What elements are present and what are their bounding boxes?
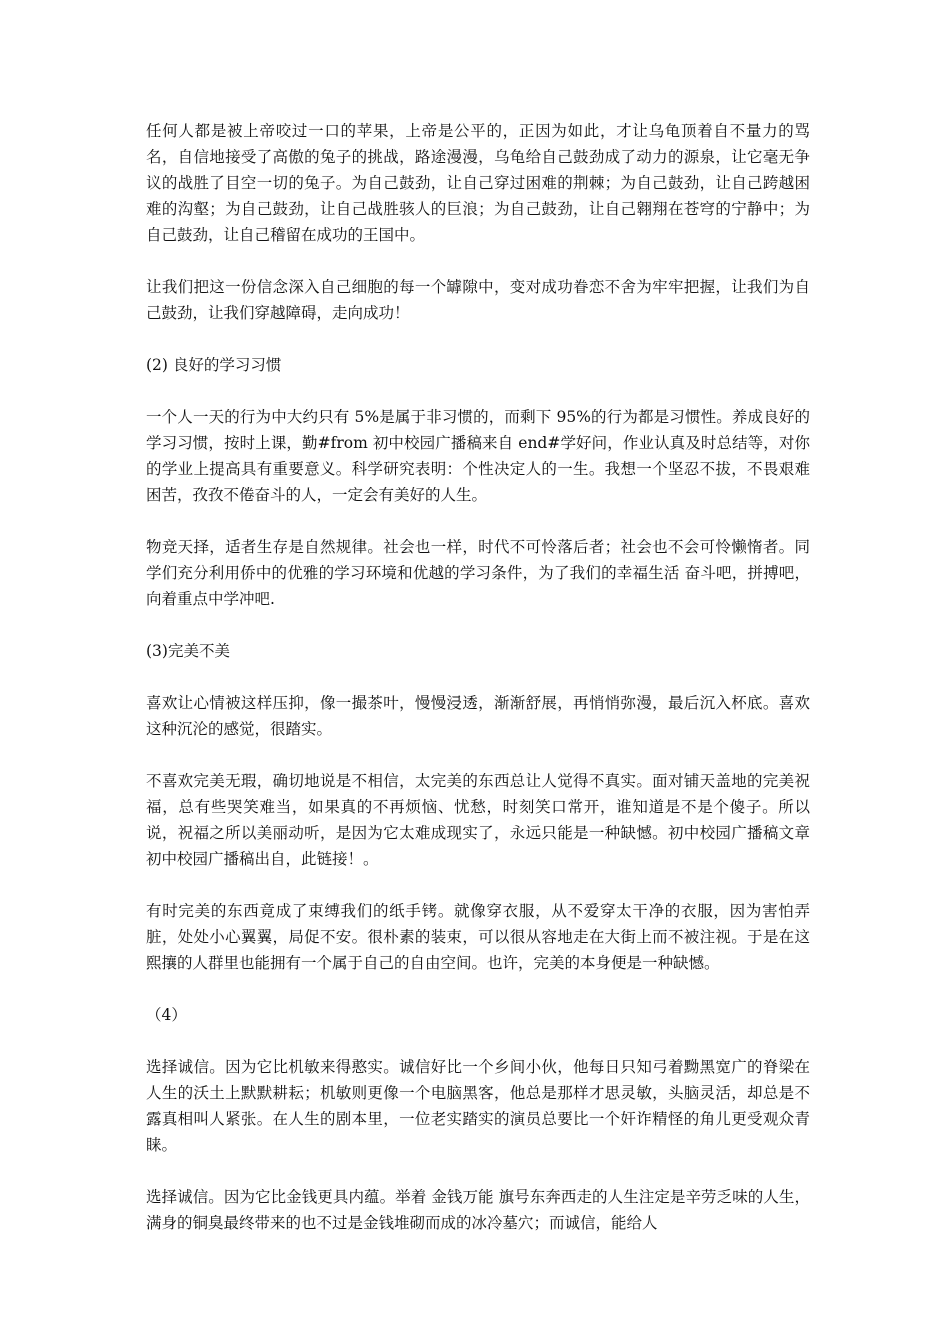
paragraph-7: 有时完美的东西竟成了束缚我们的纸手铐。就像穿衣服，从不爱穿太干净的衣服，因为害怕弄脏，处处小心翼翼，局促不安。很朴素的装束，可以很从容地走在大街上而不被注视。于是在这熙攘的人群里也能拥有一个属于自己的自由空间。也许，完美的本身便是一种缺憾。 [146,902,810,972]
paragraph-5: 喜欢让心情被这样压抑，像一撮茶叶，慢慢浸透，渐渐舒展，再悄悄弥漫，最后沉入杯底。喜欢这种沉沦的感觉，很踏实。 [146,694,810,738]
paragraph-3: 一个人一天的行为中大约只有 5%是属于非习惯的，而剩下 95%的行为都是习惯性。养成良好的学习习惯，按时上课，勤#from 初中校园广播稿来自 end#学好问，作业认真及时总结等，对你的学业上提高具有重要意义。科学研究表明：个性决定人的一生。我想一个坚忍不拔，不畏艰难困苦，孜孜不倦奋斗的人，一定会有美好的人生。 [146,408,810,504]
document-body [146,118,810,1262]
paragraph-4: 物竞天择，适者生存是自然规律。社会也一样，时代不可怜落后者；社会也不会可怜懒惰者。同学们充分利用侨中的优雅的学习环境和优越的学习条件，为了我们的幸福生活 奋斗吧，拼搏吧，向着重点中学冲吧. [146,538,810,608]
section-heading-3: (3)完美不美 [146,642,230,660]
paragraph-2: 让我们把这一份信念深入自己细胞的每一个罅隙中，变对成功眷恋不舍为牢牢把握，让我们为自己鼓劲，让我们穿越障碍，走向成功！ [146,278,810,322]
paragraph-1: 任何人都是被上帝咬过一口的苹果，上帝是公平的，正因为如此，才让乌龟顶着自不量力的骂名，自信地接受了高傲的兔子的挑战，路途漫漫，乌龟给自己鼓劲成了动力的源泉，让它毫无争议的战胜了目空一切的兔子。为自己鼓劲，让自己穿过困难的荆棘；为自己鼓劲，让自己跨越困难的沟壑；为自己鼓劲，让自己战胜骇人的巨浪；为自己鼓劲，让自己翱翔在苍穹的宁静中；为自己鼓劲，让自己稽留在成功的王国中。 [146,122,810,244]
section-heading-4: （4） [146,1006,187,1024]
section-heading-2: (2) 良好的学习习惯 [146,356,282,374]
paragraph-8: 选择诚信。因为它比机敏来得憨实。诚信好比一个乡间小伙，他每日只知弓着黝黑宽广的脊梁在人生的沃土上默默耕耘；机敏则更像一个电脑黑客，他总是那样才思灵敏，头脑灵活，却总是不露真相叫人紧张。在人生的剧本里，一位老实踏实的演员总要比一个奸诈精怪的角儿更受观众青睐。 [146,1058,810,1154]
paragraph-9: 选择诚信。因为它比金钱更具内蕴。举着 金钱万能 旗号东奔西走的人生注定是辛劳乏味的人生，满身的铜臭最终带来的也不过是金钱堆砌而成的冰冷墓穴；而诚信，能给人 [146,1188,810,1232]
paragraph-6: 不喜欢完美无瑕，确切地说是不相信，太完美的东西总让人觉得不真实。面对铺天盖地的完美祝福，总有些哭笑难当，如果真的不再烦恼、忧愁，时刻笑口常开，谁知道是不是个傻子。所以说，祝福之所以美丽动听，是因为它太难成现实了，永远只能是一种缺憾。初中校园广播稿文章初中校园广播稿出自，此链接！。 [146,772,810,868]
